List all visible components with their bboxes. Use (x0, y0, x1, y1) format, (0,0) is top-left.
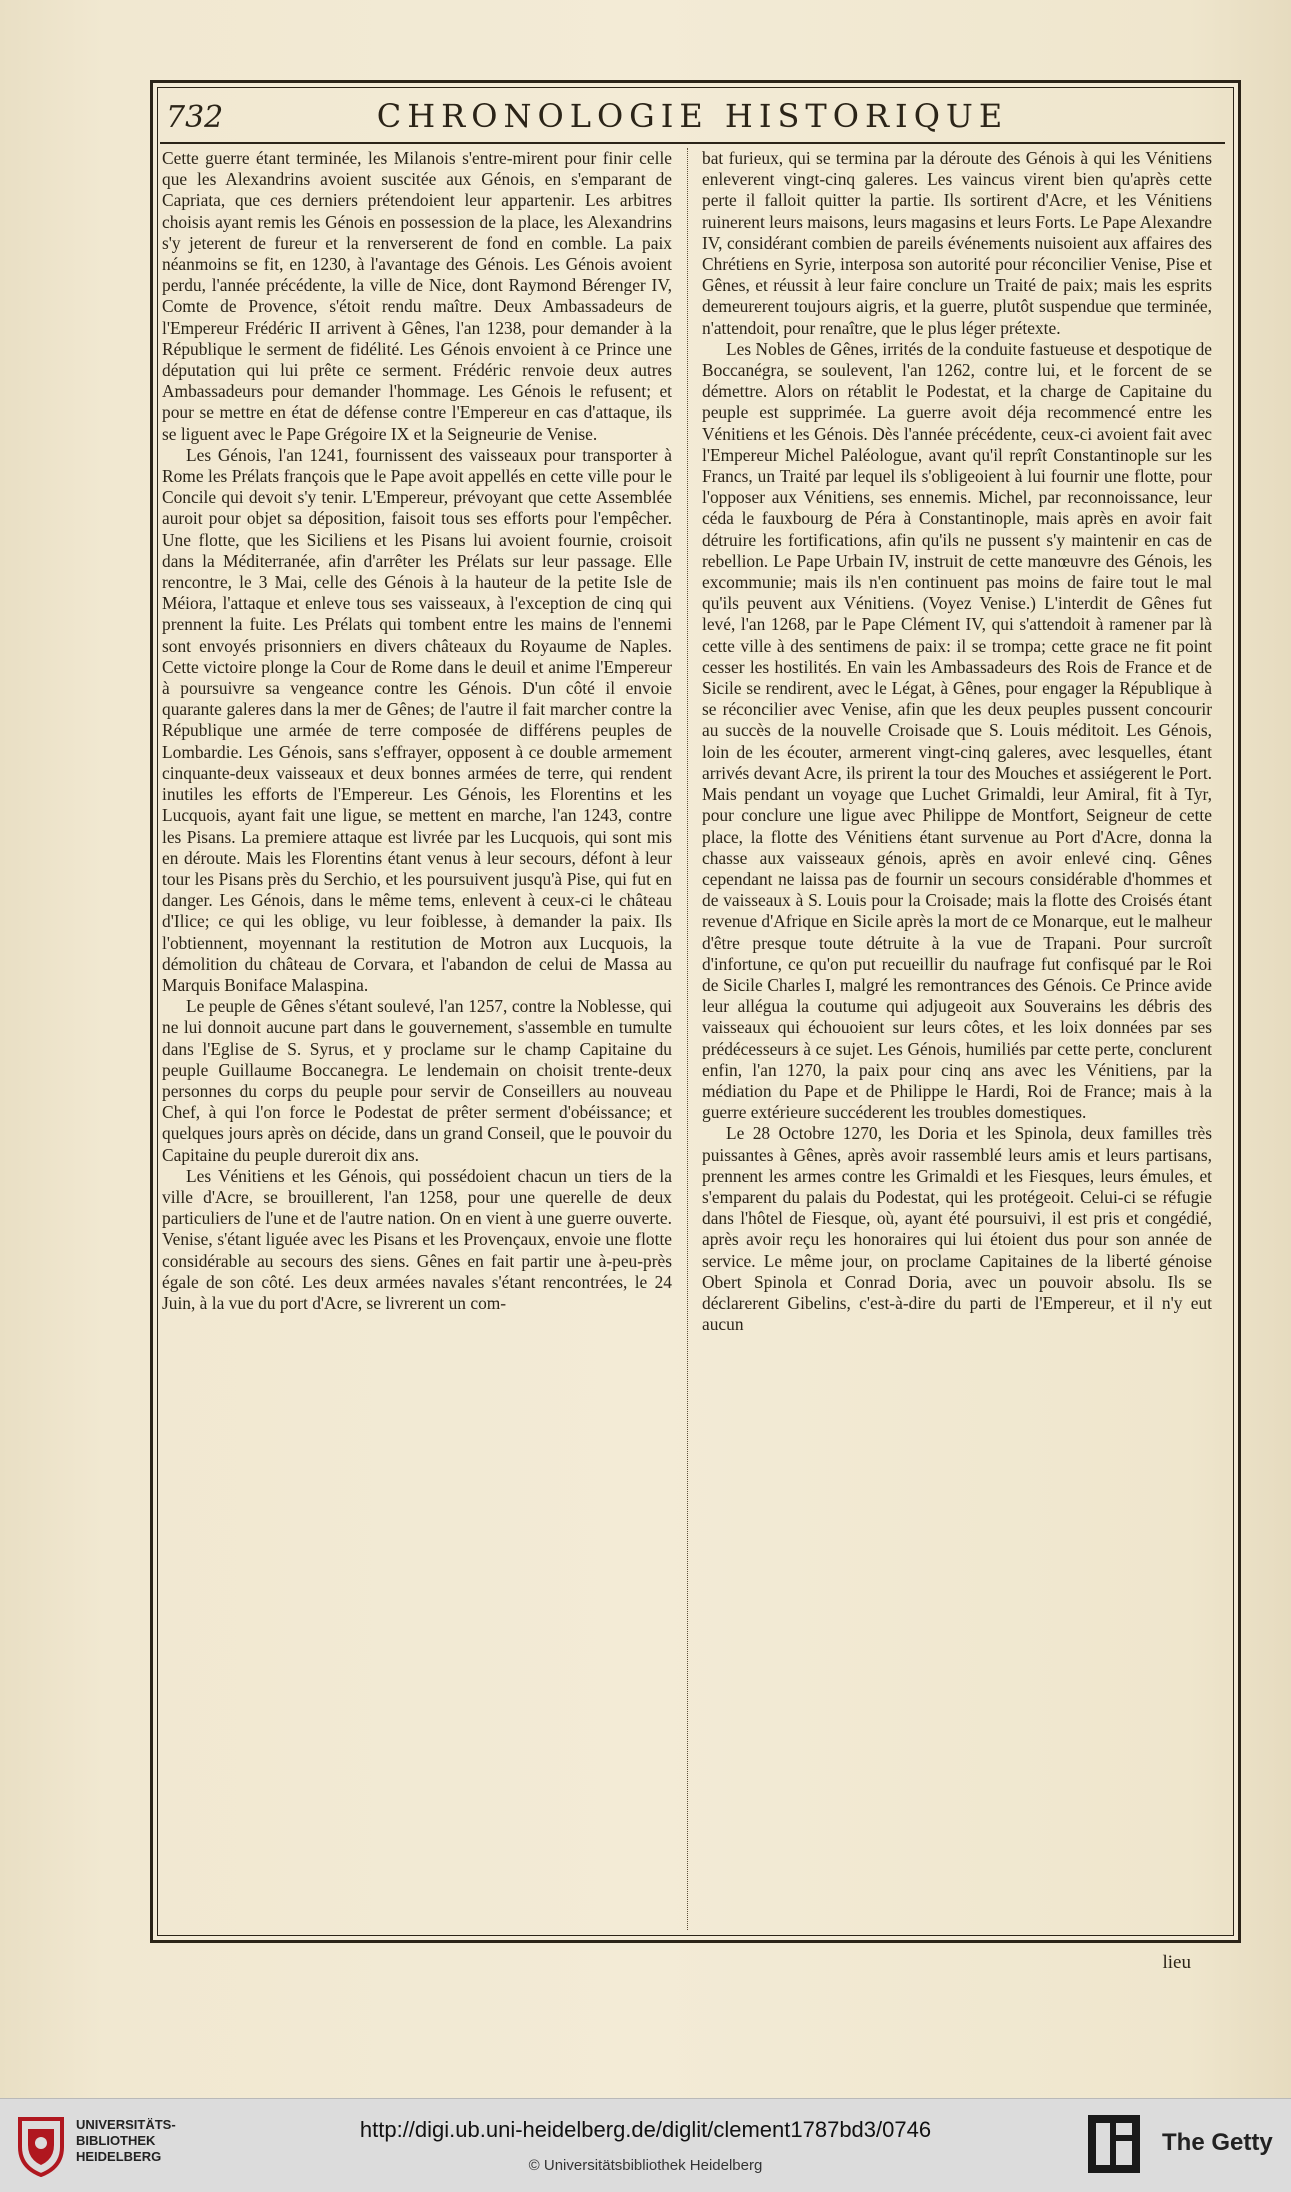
institution-line: UNIVERSITÄTS- (76, 2117, 176, 2132)
paragraph: Les Vénitiens et les Génois, qui possédoient chacun un tiers de la ville d'Acre, se brouillerent, l'an 1258, pour une querelle de deux particuliers de l'une et de l'autre nation. On en vient à une guerre ouverte. Venise, s'étant liguée avec les Pisans et les Provençaux, envoie une flotte considérable au secours des siens. Gênes en fait partir une à-peu-près égale de son côté. Les deux armées navales s'étant rencontrées, le 24 Juin, à la vue du port d'Acre, se livrerent un com- (162, 1165, 672, 1313)
paragraph: Les Nobles de Gênes, irrités de la conduite fastueuse et despotique de Boccanégra, se soulevent, l'an 1262, contre lui, et le forcent de se démettre. Alors on rétablit le Podestat, et la charge de Capitaine du peuple est supprimée. La guerre avoit déja recommencé entre les Vénitiens et les Génois. Dès l'année précédente, ceux-ci avoient fait avec l'Empereur Michel Paléologue, avant qu'il reprît Constantinople sur les Francs, un Traité par lequel ils s'obligeoient à lui fournir une flotte, pour l'opposer aux Vénitiens, ses ennemis. Michel, par reconnoissance, leur céda le fauxbourg de Péra à Constantinople, mais après en avoir fait détruire les fortifications, afin qu'ils ne pussent s'y maintenir en cas de rebellion. Le Pape Urbain IV, instruit de cette manœuvre des Génois, les excommunie; mais ils n'en continuent pas moins de faire tout le mal qu'ils peuvent aux Vénitiens. (Voyez Venise.) L'interdit de Gênes fut levé, l'an 1268, par le Pape Clément IV, qui s'attendoit à ramener par là cette ville à des sentimens de paix: il se trompa; cette grace ne fit point cesser les hostilités. En vain les Ambassadeurs des Rois de France et de Sicile se rendirent, avec le Légat, à Gênes, pour engager la République à se réconcilier avec Venise, afin que les deux peuples pussent concourir au succès de la nouvelle Croisade que S. Louis méditoit. Les Génois, loin de les écouter, armerent vingt-cinq galeres, avec lesquelles, étant arrivés devant Acre, ils prirent la tour des Mouches et assiégerent le Port. Mais pendant un voyage que Luchet Grimaldi, leur Amiral, fit à Tyr, pour conclure une ligue avec Philippe de Montfort, Seigneur de cette place, la flotte des Vénitiens étant survenue au Port d'Acre, donna la chasse aux vaisseaux génois, après en avoir enlevé cinq. Gênes cependant ne laissa pas de fournir un secours considérable d'hommes et de vaisseaux à S. Louis pour la Croisade; mais la flotte des Croisés étant revenue d'Afrique en Sicile après la mort de ce Monarque, eut le malheur d'être presque toute détruite à la vue de Trapani. Pour surcroît d'infortune, ce qu'on put recueillir du naufrage fut confisqué par le Roi de Sicile Charles I, malgré les remontrances des Génois. Ce Prince avide leur allégua la coutume qui adjugeoit aux Souverains les débris des vaisseaux qui échouoient sur leurs côtes, et les loix données par ses prédécesseurs à ce sujet. Les Génois, humiliés par cette perte, conclurent enfin, l'an 1270, la paix pour cinq ans avec les Vénitiens, par la médiation du Pape et de Philippe le Hardi, Roi de France; mais à la guerre extérieure succéderent les troubles domestiques. (702, 338, 1212, 1123)
paragraph: Le peuple de Gênes s'étant soulevé, l'an 1257, contre la Noblesse, qui ne lui donnoit aucune part dans le gouvernement, s'assemble en tumulte dans l'Eglise de S. Syrus, et y proclame sur le champ Capitaine du peuple Guillaume Boccanegra. Le lendemain on choisit trente-deux personnes du corps du peuple pour servir de Conseillers au nouveau Chef, à qui l'on force le Podestat de prêter serment d'obéissance; et quelques jours après on décide, dans un grand Conseil, que le pouvoir du Capitaine du peuple dureroit dix ans. (162, 996, 672, 1165)
institution-line: HEIDELBERG (76, 2149, 162, 2164)
copyright-notice: © Universitätsbibliothek Heidelberg (528, 2157, 763, 2174)
partner-name: The Getty (1162, 2129, 1273, 2156)
getty-logo-icon (1086, 2113, 1142, 2175)
permalink[interactable]: http://digi.ub.uni-heidelberg.de/diglit/clement1787bd3/0746 (359, 2117, 932, 2142)
left-column (162, 148, 672, 1930)
viewer-footer (0, 2098, 1291, 2192)
text-columns (162, 148, 1224, 1930)
catchword: lieu (1162, 1952, 1191, 1973)
paragraph: Cette guerre étant terminée, les Milanois s'entre-mirent pour finir celle que les Alexandrins avoient suscitée aux Génois, en s'emparant de Capriata, que ces derniers prétendoient leur appartenir. Les arbitres choisis ayant remis les Génois en possession de la place, les Alexandrins s'y jeterent de fureur et la renverserent de fond en comble. La paix néanmoins se fit, en 1230, à l'avantage des Génois. Les Génois avoient perdu, l'année précédente, la ville de Nice, dont Raymond Bérenger IV, Comte de Provence, s'étoit rendu maître. Deux Ambassadeurs de l'Empereur Frédéric II arrivent à Gênes, l'an 1238, pour demander à la République le serment de fidélité. Les Génois envoient à ce Prince une députation qui lui prête ce serment. Frédéric renvoie deux autres Ambassadeurs pour demander l'hommage. Les Génois le refusent; et pour se mettre en état de défense contre l'Empereur en cas d'attaque, ils se liguent avec le Pape Grégoire IX et la Seigneurie de Venise. (162, 148, 672, 444)
right-column (702, 148, 1212, 1930)
paragraph: bat furieux, qui se termina par la déroute des Génois à qui les Vénitiens enleverent vingt-cinq galeres. Les vaincus virent bien qu'après cette perte il falloit quitter la partie. Ils sortirent d'Acre, et les Vénitiens ruinerent leurs maisons, leurs magasins et leurs Forts. Le Pape Alexandre IV, considérant combien de pareils événements nuisoient aux affaires des Chrétiens en Syrie, interposa son autorité pour réconcilier Venise, Pise et Gênes, et réussit à leur faire conclure un Traité de paix; mais les esprits demeurerent toujours aigris, et la guerre, plutôt suspendue que terminée, n'attendoit, pour renaître, que le plus léger prétexte. (702, 148, 1212, 338)
running-title: CHRONOLOGIE HISTORIQUE (376, 97, 1009, 135)
page-header (160, 92, 1225, 144)
page-number: 732 (166, 100, 224, 135)
paragraph: Les Génois, l'an 1241, fournissent des vaisseaux pour transporter à Rome les Prélats françois que le Pape avoit appellés en cette ville pour le Concile qui devoit s'y tenir. L'Empereur, prévoyant que cette Assemblée auroit pour objet sa déposition, faisoit tous ses efforts pour l'empêcher. Une flotte, que les Siciliens et les Pisans lui avoient fournie, croisoit dans la Méditerranée, afin d'arrêter les Prélats sur leur passage. Elle rencontre, le 3 Mai, celle des Génois à la hauteur de la petite Isle de Méiora, l'attaque et enleve tous ses vaisseaux, à l'exception de cinq qui prennent la fuite. Les Prélats qui tombent entre les mains de l'ennemi sont envoyés prisonniers en divers châteaux du Royaume de Naples. Cette victoire plonge la Cour de Rome dans le deuil et anime l'Empereur à poursuivre sa vengeance contre les Génois. D'un côté il envoie quarante galeres dans la mer de Gênes; de l'autre il fait marcher contre la République une armée de terre composée de différens peuples de Lombardie. Les Génois, sans s'effrayer, opposent à ce double armement cinquante-deux vaisseaux et deux bonnes armées de terre, qui rendent inutiles les efforts de l'Empereur. Les Génois, les Florentins et les Lucquois, ayant fait une ligue, se mettent en marche, l'an 1243, contre les Pisans. La premiere attaque est livrée par les Lucquois, qui sont mis en déroute. Mais les Florentins étant venus à leur secours, défont à leur tour les Pisans près du Serchio, et les poursuivent jusqu'à Pise, qui fut en danger. Les Génois, dans le même tems, enlevent à ceux-ci le château d'Ilice; ce qui les oblige, vu leur foiblesse, à demander la paix. Ils l'obtiennent, moyennant la restitution de Motron aux Lucquois, la démolition du château de Corvara, et l'abandon de celui de Massa au Marquis Boniface Malaspina. (162, 444, 672, 995)
column-divider (687, 148, 688, 1930)
paragraph: Le 28 Octobre 1270, les Doria et les Spinola, deux familles très puissantes à Gênes, après avoir rassemblé leurs amis et leurs partisans, prennent les armes contre les Grimaldi et les Fiesques, leurs émules, et s'emparent du palais du Podestat, qui les protégeoit. Celui-ci se réfugie dans l'hôtel de Fiesque, où, ayant été poursuivi, il est pris et congédié, après avoir reçu les honoraires qui lui étoient dus pour son année de service. Le même jour, on proclame Capitaines de la liberté génoise Obert Spinola et Conrad Doria, avec un pouvoir absolu. Ils se déclarerent Gibelins, c'est-à-dire du parti de l'Empereur, et il n'y eut aucun (702, 1123, 1212, 1335)
institution-line: BIBLIOTHEK (76, 2133, 156, 2148)
